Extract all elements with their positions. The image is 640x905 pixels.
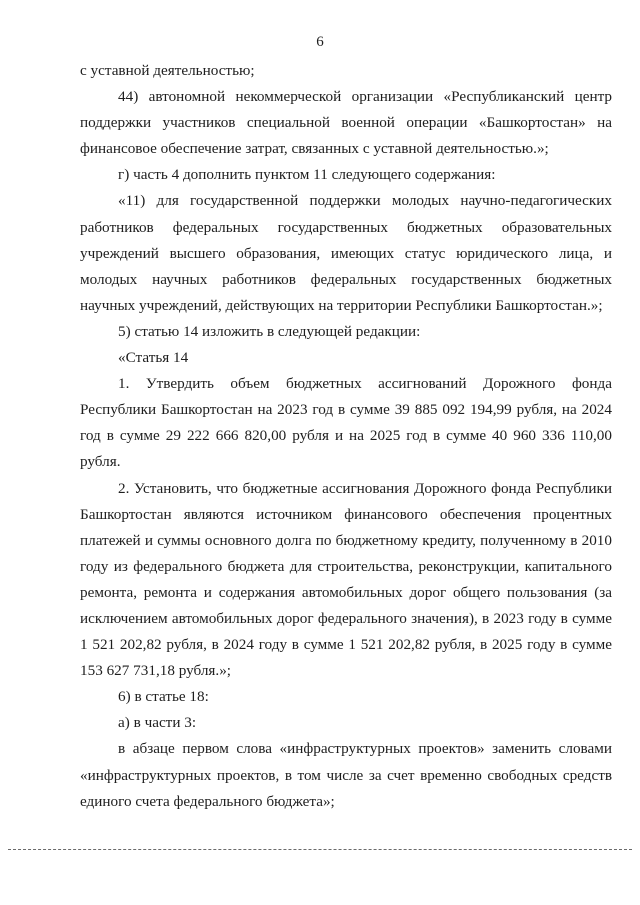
paragraph-article-14-point-1: 1. Утвердить объем бюджетных ассигнований Дорожного фонда Республики Башкортостан на 2023 год в сумме 39 885 092 194,99 рубля, на 2024 год в сумме 29 222 666 820,00 рубля и на 2025 год в сумме 40 960 336 110,00 рубля. [80, 375, 612, 471]
paragraph-part-3: а) в части 3: [118, 714, 197, 732]
page-number: 6 [316, 34, 324, 50]
paragraph-part-4-amendment: г) часть 4 дополнить пунктом 11 следующего содержания: [118, 166, 496, 184]
paragraph-charter-activity-end: с уставной деятельностью; [80, 62, 255, 79]
paragraph-article-18-intro: 6) в статье 18: [118, 688, 209, 706]
footer-divider [8, 849, 632, 850]
document-body [80, 58, 612, 815]
paragraph-item-11: «11) для государственной поддержки молодых научно-педагогических работников федеральных государственных бюджетных образовательных учреждений высшего образования, имеющих статус юридического лица, и молодых научных работников федеральных государственных бюджетных научных учреждений, действующих на территории Республики Башкортостан.»; [80, 192, 612, 314]
paragraph-article-14-point-2: 2. Установить, что бюджетные ассигнования Дорожного фонда Республики Башкортостан являются источником финансового обеспечения процентных платежей и суммы основного долга по бюджетному кредиту, полученному в 2010 году из федерального бюджета для строительства, реконструкции, капитального ремонта, ремонта и содержания автомобильных дорог общего пользования (за исключением автомобильных дорог федерального значения), в 2023 году в сумме 1 521 202,82 рубля, в 2024 году в сумме 1 521 202,82 рубля, в 2025 году в сумме 153 627 731,18 рубля.»; [80, 479, 612, 680]
paragraph-item-44: 44) автономной некоммерческой организации «Республиканский центр поддержки участников специальной военной операции «Башкортостан» на финансовое обеспечение затрат, связанных с уставной деятельностью.»; [80, 88, 612, 158]
article-14-heading: «Статья 14 [118, 349, 189, 367]
paragraph-article-14-intro: 5) статью 14 изложить в следующей редакции: [118, 322, 421, 340]
paragraph-first-abzats-replacement: в абзаце первом слова «инфраструктурных проектов» заменить словами «инфраструктурных проектов, в том числе за счет временно свободных средств единого счета федерального бюджета»; [80, 740, 612, 810]
